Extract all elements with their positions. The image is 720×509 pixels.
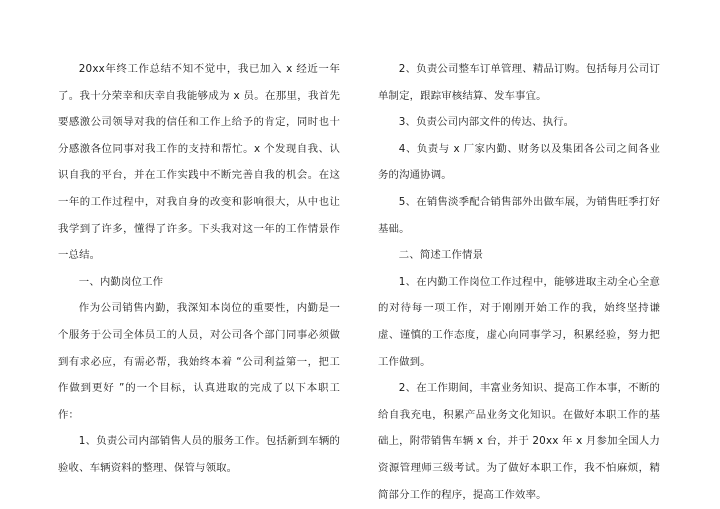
role-description-paragraph: 作为公司销售内勤，我深知本岗位的重要性，内勤是一个服务于公司全体员工的人员，对公司各个部门同事必须做到有求必应，有需必帮，我始终本着 “公司利益第一，把工作做到更好 ”的一个目标，认真进取的完成了以下本职工作： xyxy=(58,302,340,421)
summary-item-1: 1、在内勤工作岗位工作过程中，能够进取主动全心全意的对待每一项工作，对于刚刚开始工作的我，始终坚持谦虚、谨慎的工作态度，虚心向同事学习，积累经验，努力把工作做到。 xyxy=(378,275,660,368)
intro-paragraph: 20xx年终工作总结不知不觉中，我已加入 x 经近一年了。我十分荣幸和庆幸自我能够成为 x 员。在那里，我首先要感激公司领导对我的信任和工作上给予的肯定，同时也十分感激各位同事对我工作的支持和帮忙。x 个发现自我、认识自我的平台，并在工作实践中不断完善自我的机会。在这一年的工作过程中，对我自身的改变和影响很大，从中也让我学到了许多，懂得了许多。下头我对这一年的工作情景作一总结。 xyxy=(58,63,340,262)
summary-item-2: 2、在工作期间，丰富业务知识、提高工作本事，不断的给自我充电，积累产品业务文化知识。在做好本职工作的基础上，附带销售车辆 x 台，并于 20xx 年 x 月参加全国人力资源管理师三级考试。为了做好本职工作，我不怕麻烦，精简部分工作的程序，提高工作效率。 xyxy=(378,382,660,501)
section-heading-inside-sales: 一、内勤岗位工作 xyxy=(78,275,164,288)
duty-item-1: 1、负责公司内部销售人员的服务工作。包括新到车辆的验收、车辆资料的整理、保管与领取。 xyxy=(58,435,340,474)
duty-item-2: 2、负责公司整车订单管理、精品订购。包括每月公司订单制定，跟踪审核结算、发车事宜。 xyxy=(378,63,660,102)
right-text-column xyxy=(378,56,660,508)
duty-item-5: 5、在销售淡季配合销售部外出做车展，为销售旺季打好基础。 xyxy=(378,195,660,235)
left-text-column xyxy=(58,56,340,482)
section-heading-work-summary: 二、简述工作情景 xyxy=(398,249,484,262)
duty-item-3: 3、负责公司内部文件的传达、执行。 xyxy=(398,116,575,129)
duty-item-4: 4、负责与 x 厂家内勤、财务以及集团各公司之间各业务的沟通协调。 xyxy=(378,142,660,182)
